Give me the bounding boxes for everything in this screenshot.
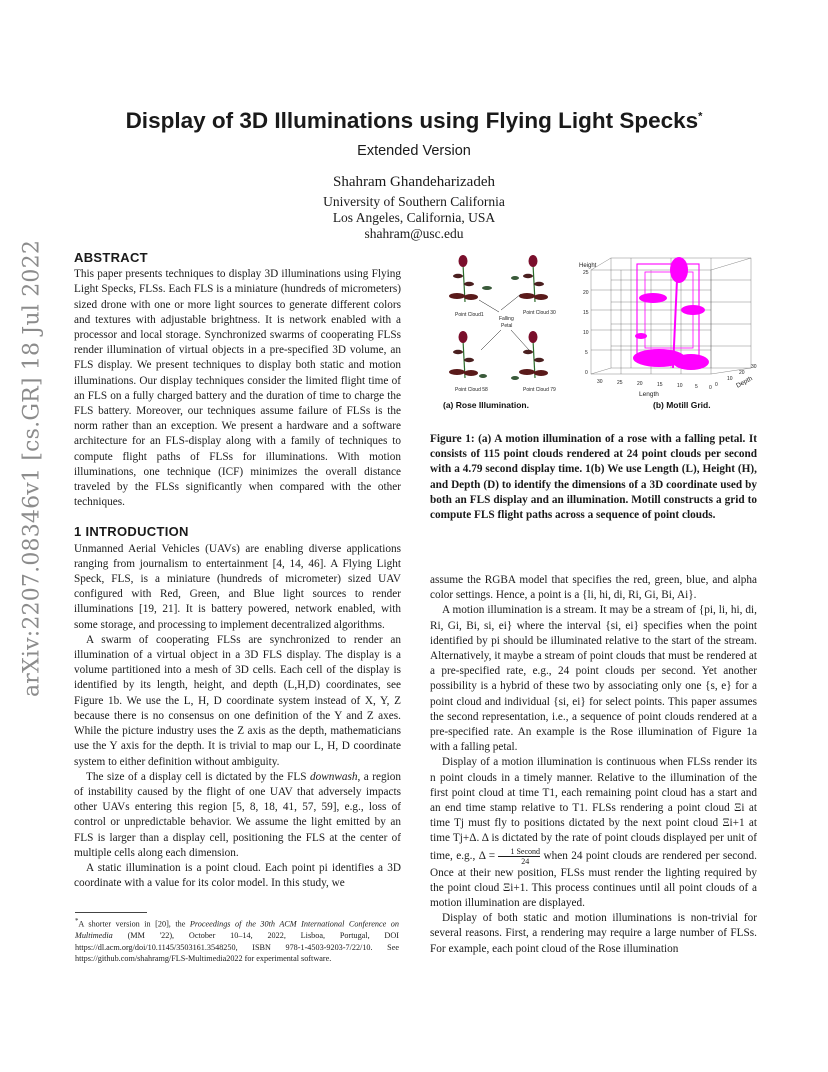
svg-text:20: 20 (583, 290, 589, 296)
arrow-line (481, 330, 501, 350)
svg-text:5: 5 (585, 350, 588, 356)
height-ticks (583, 270, 589, 376)
rose-point-cloud-1 (449, 255, 492, 302)
label-point-cloud-30: Point Cloud 30 (523, 310, 556, 316)
author-location: Los Angeles, California, USA (332, 210, 496, 225)
rose-point-cloud-79 (511, 331, 548, 380)
svg-text:25: 25 (617, 380, 623, 386)
axis-length-label: Length (639, 391, 659, 398)
introduction-heading: 1 INTRODUCTION (74, 524, 189, 540)
delta-fraction: $\frac{\text{1 Second}}{24}$ (498, 847, 540, 866)
panel-a-label: (a) Rose Illumination. (443, 400, 529, 410)
right-paragraph-2: A motion illumination is a stream. It may be a stream of {pi, li, hi, di, Ri, Gi, Bi, si, ei} where the interval {si, ei} specifies when the point identified by pi should be illuminated relative to the start of the stream. Alternatively, it maybe a stream of point clouds that must be rendered at a pre-specified rate, e.g., 24 point clouds per second. Yet another possibility is a hybrid of these two by associating only one {s, e} for a point cloud and individual {si, ei} for select points. This paper assumes the second representation, i.e., a sequence of point clouds rendered at a pre-specified rate. An example is the Rose illumination of Figure 1a with a falling petal. (430, 604, 757, 754)
intro-paragraph-4: A static illumination is a point cloud. Each point pi identifies a 3D coordinate with a value for its color model. In this study, we (74, 861, 401, 890)
svg-text:0: 0 (585, 370, 588, 376)
label-point-cloud-58: Point Cloud 58 (455, 387, 488, 393)
paper-title (60, 108, 768, 134)
author-email: shahram@usc.edu (364, 226, 464, 241)
svg-text:15: 15 (583, 310, 589, 316)
svg-text:15: 15 (657, 382, 663, 388)
svg-text:30: 30 (597, 379, 603, 385)
author-name: Shahram Ghandeharizadeh (332, 174, 495, 190)
axis-height-label: Height (579, 263, 597, 269)
abstract-heading: ABSTRACT (74, 250, 148, 265)
motill-grid-panel (579, 257, 757, 410)
svg-text:10: 10 (727, 376, 733, 382)
arxiv-identifier: arXiv:2207.08346v1 [cs.GR] 18 Jul 2022 (19, 239, 45, 698)
axis-depth-label: Depth (735, 375, 754, 390)
svg-text:10: 10 (583, 330, 589, 336)
svg-text:0: 0 (715, 382, 718, 388)
figure-1 (441, 250, 763, 418)
svg-text:5: 5 (695, 384, 698, 390)
arrow-line (511, 330, 529, 350)
arrow-line (479, 300, 499, 312)
label-point-cloud-79: Point Cloud 79 (523, 387, 556, 393)
rose-point-cloud-30 (511, 255, 548, 302)
arrow-line (501, 294, 521, 310)
svg-text:20: 20 (637, 381, 643, 387)
svg-text:25: 25 (583, 270, 589, 276)
right-paragraph-3: Display of a motion illumination is continuous when FLSs render its n point clouds in a timely manner. Relative to the illumination of the first point cloud at time T1, each remaining point cloud has a start and an end time stamp relative to T1. FLSs rendering a point cloud Ξi at time Tj must fly to positions dictated by the next point cloud Ξi+1 at time Tj+Δ. Δ is dictated by the rate of point clouds displayed per unit of time, e.g., Δ = $\frac{\text{1 Second}}{24}$ when 24 point clouds are rendered per second. Once at their new position, FLSs must render the lighting required by the point cloud Ξi+1. This process continues until all point clouds of a motion illumination are displayed. (430, 756, 757, 910)
intro-paragraph-2: A swarm of cooperating FLSs are synchronized to render an illumination of a virtual object in a 3D FLS display. The display is a volume partitioned into a mesh of 3D cells. Each cell of the display is identified by its length, height, and depth (L,H,D) coordinates, see Figure 1b. We use the L, H, D coordinate system instead of X, Y, Z because there is no consensus on one definition of the Y and Z axes. While the picture industry uses the Z axis as the depth, mathematicians use the Y axis for the depth. It is trivial to map our L, H, D coordinate system to either definition without ambiguity. (74, 633, 401, 768)
panel-b-label: (b) Motill Grid. (653, 400, 711, 410)
right-column (430, 573, 757, 957)
svg-text:20: 20 (739, 370, 745, 376)
rose-illumination-panel (443, 255, 556, 410)
rose-point-cloud-58 (449, 331, 487, 378)
right-paragraph-4: Display of both static and motion illuminations is non-trivial for several reasons. First, a rendering may require a large number of FLSs. For example, each point cloud of the Rose illumination (430, 912, 757, 955)
svg-text:30: 30 (751, 364, 757, 370)
footnote-divider (75, 912, 147, 913)
svg-text:0: 0 (709, 385, 712, 391)
length-ticks (597, 379, 712, 391)
title-footnote-mark: * (698, 110, 703, 123)
falling-petal-label-2: Petal (501, 323, 513, 329)
author-affiliation: University of Southern California (323, 194, 505, 209)
figure-caption: Figure 1: (a) A motion illumination of a rose with a falling petal. It consists of 115 point clouds rendered at 24 point clouds per second with a 4.79 second display time. 1(b) We use Length (L), Height (H), and Depth (D) to identify the dimensions of a 3D coordinate used by both an FLS display and an illumination. Motill constructs a grid to compute FLS flight paths across a sequence of point clouds. (430, 433, 757, 522)
paper-subtitle: Extended Version (357, 143, 471, 159)
intro-paragraph-1: Unmanned Aerial Vehicles (UAVs) are enabling diverse applications ranging from journalism to entertainment [4, 14, 46]. A Flying Light Speck, FLS, is a miniature (hundreds of micrometer) sized UAV configured with Red, Green, and Blue light sources to render illuminations [19, 21]. It is battery powered, network enabled, with some storage, and processing to implement decentralized algorithms. (74, 542, 401, 631)
svg-text:10: 10 (677, 383, 683, 389)
right-paragraph-1: assume the RGBA model that specifies the red, green, blue, and alpha color settings. Hence, a point is a {li, hi, di, Ri, Gi, Bi, Ai}. (430, 574, 757, 602)
footnote: *A shorter version in [20], the Proceedings of the 30th ACM International Conference on Multimedia (MM '22), October 10–14, 2022, Lisboa, Portugal, DOI https://dl.acm.org/doi/10.1145/3503161.3548250, ISBN 978-1-4503-9203-7/22/10. See https://github.com/shahramg/FLS-Multimedia2022 for experimental software. (75, 918, 399, 964)
falling-petal-label-1: Falling (499, 316, 514, 322)
label-point-cloud-1: Point Cloud1 (455, 312, 484, 318)
left-column (74, 250, 401, 891)
abstract-text: This paper presents techniques to display 3D illuminations using Flying Light Specks, FLSs. Each FLS is a miniature (hundreds of micrometers) sized drone with one or more light sources to generate different colors and textures with adjustable brightness. It is network enabled with a processor and local storage. Synchronized swarms of cooperating FLSs render illumination of virtual objects in a pre-specified 3D volume, an FLS display. We present techniques to display both static and motion illuminations. Our display techniques consider the limited flight time of an FLS on a fully charged battery and the duration of time to charge the FLS battery. Moreover, our techniques assume failure of FLSs is the norm rather than an exception. We present a hardware and a software architecture for an FLS-display along with a family of techniques to compute flight paths of FLSs for illuminations. With motion illuminations, one technique (ICF) minimizes the overall distance traveled by the FLSs significantly when compared with the other techniques. (74, 268, 401, 509)
title-text: Display of 3D Illuminations using Flying Light Specks (125, 108, 699, 133)
intro-paragraph-3: The size of a display cell is dictated by the FLS downwash, a region of instability caused by the flight of one UAV that adversely impacts other UAVs entering this region [5, 8, 18, 41, 57, 59], e.g., loss of control or unpredictable behavior. We assume the light emitted by an FLS is larger than a display cell, positioning the FLS at the center of multiple cells along each dimension. (74, 770, 401, 859)
